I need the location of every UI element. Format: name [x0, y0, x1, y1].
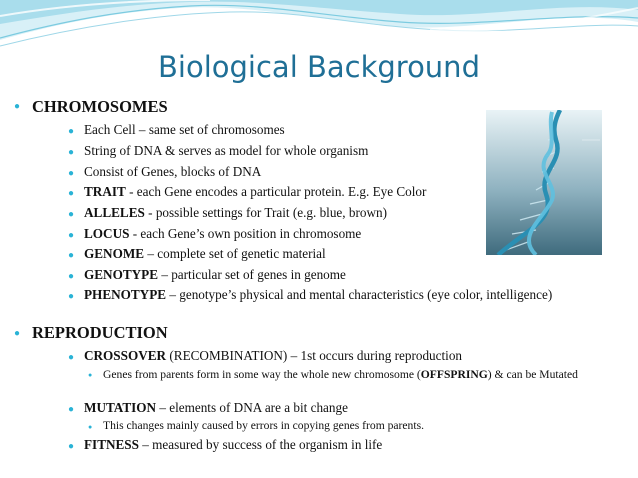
- list-item-phenotype: PHENOTYPE – genotype’s physical and mental characteristics (eye color, intelligence): [84, 287, 553, 302]
- list-item: GENOME – complete set of genetic material: [84, 246, 326, 261]
- bullet-icon: ●: [68, 271, 75, 282]
- bullet-icon: ●: [14, 328, 21, 339]
- heading-reproduction: REPRODUCTION: [32, 323, 168, 342]
- bullet-icon: ●: [88, 423, 93, 431]
- list-item: ALLELES - possible settings for Trait (e.g. blue, brown): [84, 205, 387, 220]
- bullet-icon: ●: [68, 209, 75, 220]
- list-item-fitness: FITNESS – measured by success of the organism in life: [84, 437, 383, 452]
- bullet-icon: ●: [68, 126, 75, 137]
- list-item: String of DNA & serves as model for whole organism: [84, 143, 369, 158]
- bullet-icon: ●: [68, 230, 75, 241]
- bullet-icon: ●: [14, 101, 21, 112]
- bullet-icon: ●: [68, 250, 75, 261]
- sub-item-crossover: Genes from parents form in some way the whole new chromosome (OFFSPRING) & can be Mutated: [103, 368, 578, 381]
- heading-chromosomes: CHROMOSOMES: [32, 97, 168, 116]
- slide-title: Biological Background: [158, 50, 480, 84]
- list-item: GENOTYPE – particular set of genes in genome: [84, 267, 346, 282]
- list-item: TRAIT - each Gene encodes a particular protein. E.g. Eye Color: [84, 184, 427, 199]
- bullet-icon: ●: [68, 291, 75, 302]
- list-item: LOCUS - each Gene’s own position in chromosome: [84, 226, 362, 241]
- sub-item-mutation: This changes mainly caused by errors in copying genes from parents.: [103, 419, 424, 432]
- bullet-icon: ●: [88, 371, 93, 379]
- dna-helix-image: [486, 110, 602, 255]
- list-item-mutation: MUTATION – elements of DNA are a bit change: [84, 400, 348, 415]
- list-item: Consist of Genes, blocks of DNA: [84, 164, 262, 179]
- bullet-icon: ●: [68, 188, 75, 199]
- bullet-icon: ●: [68, 352, 75, 363]
- list-item: Each Cell – same set of chromosomes: [84, 122, 285, 137]
- list-item-crossover: CROSSOVER (RECOMBINATION) – 1st occurs during reproduction: [84, 348, 463, 363]
- bullet-icon: ●: [68, 441, 75, 452]
- bullet-icon: ●: [68, 147, 75, 158]
- bullet-icon: ●: [68, 168, 75, 179]
- bullet-icon: ●: [68, 404, 75, 415]
